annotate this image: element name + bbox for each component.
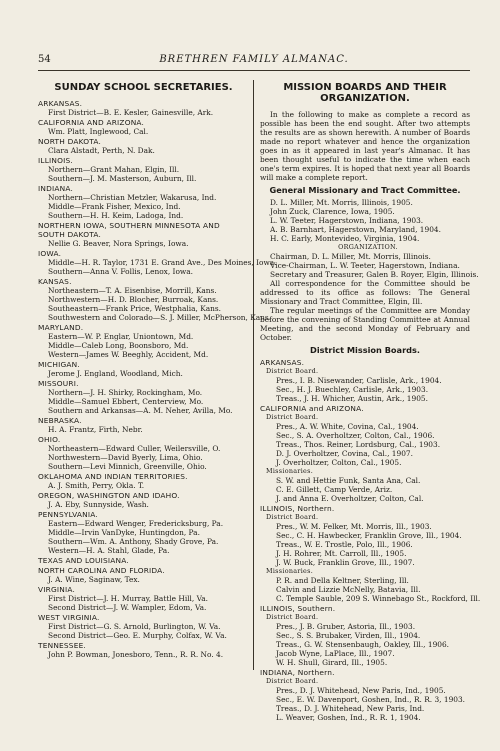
- state-heading: MICHIGAN.: [38, 360, 80, 369]
- state-heading: WEST VIRGINIA.: [38, 613, 100, 622]
- general-committee-members: [260, 198, 470, 243]
- org-paragraph-2: The regular meetings of the Committee are Monday before the convening of Standing Committee at Annual Meeting, and the second Monday of February and October.: [260, 306, 470, 342]
- board-member-line: Treas., D. J. Whitehead, New Paris, Ind.: [276, 704, 425, 713]
- secretary-line: Second District—J. W. Wampler, Edom, Va.: [48, 603, 207, 612]
- left-column: [38, 78, 277, 659]
- district-board-label: District Board.: [266, 613, 319, 621]
- state-heading: ARKANSAS.: [38, 99, 83, 108]
- state-heading: TEXAS AND LOUISIANA.: [38, 556, 129, 565]
- board-member-line: Treas., W. E. Trostle, Polo, Ill., 1906.: [276, 540, 413, 549]
- board-member-line: Sec., S. A. Overholtzer, Colton, Cal., 1906.: [276, 431, 435, 440]
- board-member-line: Treas., Thos. Reiner, Lordsburg, Cal., 1903.: [276, 440, 441, 449]
- district-state: ILLINOIS, Southern.: [260, 604, 336, 613]
- committee-member: A. B. Barnhart, Hagerstown, Maryland, 1904.: [270, 225, 441, 234]
- board-member-line: J. H. Rohrer, Mt. Carroll, Ill., 1905.: [276, 549, 407, 558]
- district-boards-list: [260, 358, 481, 722]
- secretary-line: J. A. Eby, Sunnyside, Wash.: [48, 500, 149, 509]
- committee-member: John Zuck, Clarence, Iowa, 1905.: [270, 207, 395, 216]
- secretary-line: A. J. Smith, Perry, Okla. T.: [48, 481, 145, 490]
- column-divider: [253, 80, 254, 670]
- running-title: BRETHREN FAMILY ALMANAC.: [159, 54, 349, 65]
- committee-member: H. C. Early, Montevideo, Virginia, 1904.: [270, 234, 420, 243]
- page-header: [38, 54, 470, 71]
- secretary-line: First District—J. H. Murray, Battle Hill, Va.: [48, 594, 209, 603]
- state-heading: NORTH DAKOTA.: [38, 137, 102, 146]
- district-state: CALIFORNIA and ARIZONA.: [260, 404, 364, 413]
- state-heading: NORTHERN IOWA, SOUTHERN MINNESOTA AND SOUTH DAKOTA.: [38, 221, 220, 239]
- secretaries-list: [38, 99, 277, 659]
- secretary-line: Northern—Christian Metzler, Wakarusa, Ind.: [48, 193, 217, 202]
- missionaries-label: Missionaries.: [266, 467, 314, 475]
- organization-line: Vice-Chairman, L. W. Teeter, Hagerstown, Indiana.: [270, 261, 460, 270]
- secretary-line: Northwestern—David Byerly, Lima, Ohio.: [48, 453, 203, 462]
- org-paragraph-1: All correspondence for the Committee should be addressed to its office as follows: The General Missionary and Tract Committee, Elgin, Ill.: [260, 279, 470, 306]
- board-member-line: Sec., H. J. Buechley, Carlisle, Ark., 1903.: [276, 385, 429, 394]
- secretary-line: Middle—Irvin VanDyke, Huntingdon, Pa.: [48, 528, 200, 537]
- board-member-line: Pres., I. B. Nisewander, Carlisle, Ark., 1904.: [276, 376, 442, 385]
- mission-boards-title: MISSION BOARDS AND THEIR ORGANIZATION.: [283, 82, 447, 104]
- secretary-line: First District—G. S. Arnold, Burlington, W. Va.: [48, 622, 221, 631]
- secretary-line: John P. Bowman, Jonesboro, Tenn., R. R. No. 4.: [48, 650, 224, 659]
- board-member-line: Pres., A. W. White, Covina, Cal., 1904.: [276, 422, 419, 431]
- state-heading: ILLINOIS.: [38, 156, 73, 165]
- district-board-label: District Board.: [266, 367, 319, 375]
- secretary-line: Eastern—Edward Wenger, Fredericksburg, Pa.: [48, 519, 224, 528]
- secretary-line: J. A. Wine, Saginaw, Tex.: [48, 575, 140, 584]
- missionary-line: C. Temple Sauble, 209 S. Winnebago St., Rockford, Ill.: [276, 594, 481, 603]
- secretary-line: Southern—Anna V. Follis, Lenox, Iowa.: [48, 267, 193, 276]
- state-heading: CALIFORNIA AND ARIZONA.: [38, 118, 145, 127]
- missionary-line: P. R. and Della Keltner, Sterling, Ill.: [276, 576, 409, 585]
- missionary-line: C. E. Gillett, Camp Verde, Ariz.: [276, 485, 393, 494]
- district-board-label: District Board.: [266, 513, 319, 521]
- district-board-label: District Board.: [266, 413, 319, 421]
- state-heading: OREGON, WASHINGTON AND IDAHO.: [38, 491, 180, 500]
- state-heading: KANSAS.: [38, 277, 72, 286]
- board-member-line: Pres., D. J. Whitehead, New Paris, Ind., 1905.: [276, 686, 446, 695]
- state-heading: MARYLAND.: [38, 323, 84, 332]
- secretary-line: Northwestern—H. D. Blocher, Burroak, Kans.: [48, 295, 219, 304]
- board-member-line: J. Overholtzer, Colton, Cal., 1905.: [276, 458, 402, 467]
- secretary-line: Second District—Geo. E. Murphy, Colfax, W. Va.: [48, 631, 227, 640]
- secretary-line: Southern—J. M. Masterson, Auburn, Ill.: [48, 174, 197, 183]
- secretary-line: Wm. Platt, Inglewood, Cal.: [48, 127, 149, 136]
- secretary-line: First District—B. E. Kesler, Gainesville, Ark.: [48, 108, 214, 117]
- district-state: ILLINOIS, Northern.: [260, 504, 335, 513]
- state-heading: NEBRASKA.: [38, 416, 82, 425]
- general-missionary-title: General Missionary and Tract Committee.: [269, 185, 461, 195]
- state-heading: VIRGINIA.: [38, 585, 76, 594]
- state-heading: OKLAHOMA AND INDIAN TERRITORIES.: [38, 472, 188, 481]
- secretary-line: Middle—Samuel Ebbert, Centerview, Mo.: [48, 397, 204, 406]
- secretary-line: Northeastern—Edward Culler, Weilersville, O.: [48, 444, 221, 453]
- secretary-line: H. A. Frantz, Firth, Nebr.: [48, 425, 143, 434]
- state-heading: INDIANA.: [38, 184, 74, 193]
- secretary-line: Southern and Arkansas—A. M. Neher, Avilla, Mo.: [48, 406, 233, 415]
- state-heading: OHIO.: [38, 435, 61, 444]
- board-member-line: J. W. Buck, Franklin Grove, Ill., 1907.: [276, 558, 415, 567]
- secretary-line: Northeastern—T. A. Eisenbise, Morrill, Kans.: [48, 286, 217, 295]
- board-member-line: W. H. Shull, Girard, Ill., 1905.: [276, 658, 388, 667]
- board-member-line: L. Weaver, Goshen, Ind., R. R. 1, 1904.: [276, 713, 421, 722]
- secretary-line: Western—James W. Beeghly, Accident, Md.: [48, 350, 209, 359]
- board-member-line: Sec., C. H. Hawbecker, Franklin Grove, Ill., 1904.: [276, 531, 462, 540]
- state-heading: TENNESSEE.: [38, 641, 86, 650]
- committee-member: L. W. Teeter, Hagerstown, Indiana, 1903.: [270, 216, 424, 225]
- district-board-label: District Board.: [266, 677, 319, 685]
- organization-line: Chairman, D. L. Miller, Mt. Morris, Illinois.: [270, 252, 431, 261]
- secretary-line: Middle—H. R. Taylor, 1731 E. Grand Ave., Des Moines, Iowa.: [48, 258, 277, 267]
- secretary-line: Northern—J. H. Shirky, Rockingham, Mo.: [48, 388, 203, 397]
- mission-intro: In the following to make as complete a record as possible has been the end sought. After two attempts the results are as shown herewith. A number of Boards made no report whatever and hence the organization goes in as it appeared in last year's Almanac. It has been thought useful to indicate the time when each one's term expires. It is hoped that next year all Boards will make a complete report.: [260, 110, 470, 182]
- right-column: [260, 78, 481, 722]
- committee-member: D. L. Miller, Mt. Morris, Illinois, 1905.: [270, 198, 413, 207]
- board-member-line: Pres., J. B. Gruber, Astoria, Ill., 1903.: [276, 622, 416, 631]
- board-member-line: D. J. Overholtzer, Covina, Cal., 1907.: [276, 449, 413, 458]
- missionary-line: S. W. and Hettie Funk, Santa Ana, Cal.: [276, 476, 421, 485]
- district-boards-title: District Mission Boards.: [310, 345, 420, 355]
- missionaries-label: Missionaries.: [266, 567, 314, 575]
- secretary-line: Middle—Caleb Long, Boonsboro, Md.: [48, 341, 189, 350]
- secretary-line: Southern—Wm. A. Anthony, Shady Grove, Pa.: [48, 537, 219, 546]
- secretary-line: Western—H. A. Stahl, Glade, Pa.: [48, 546, 170, 555]
- board-member-line: Treas., J. H. Whicher, Austin, Ark., 1905.: [276, 394, 428, 403]
- organization-lines: [260, 252, 479, 279]
- secretary-line: Northern—Grant Mahan, Elgin, Ill.: [48, 165, 180, 174]
- secretary-line: Southern—Levi Minnich, Greenville, Ohio.: [48, 462, 207, 471]
- board-member-line: Jacob Wyne, LaPlace, Ill., 1907.: [276, 649, 395, 658]
- board-member-line: Sec., S. S. Brubaker, Virden, Ill., 1904.: [276, 631, 421, 640]
- secretary-line: Eastern—W. P. Englar, Uniontown, Md.: [48, 332, 194, 341]
- sunday-school-secretaries-title: SUNDAY SCHOOL SECRETARIES.: [54, 82, 233, 93]
- district-state: ARKANSAS.: [260, 358, 305, 367]
- state-heading: NORTH CAROLINA AND FLORIDA.: [38, 566, 165, 575]
- secretary-line: Nellie G. Beaver, Nora Springs, Iowa.: [48, 239, 189, 248]
- organization-line: Secretary and Treasurer, Galen B. Royer, Elgin, Illinois.: [270, 270, 479, 279]
- secretary-line: Southeastern—Frank Price, Westphalia, Kans.: [48, 304, 222, 313]
- secretary-line: Southwestern and Colorado—S. J. Miller, McPherson, Kans.: [48, 313, 272, 322]
- secretary-line: Middle—Frank Fisher, Mexico, Ind.: [48, 202, 181, 211]
- state-heading: IOWA.: [38, 249, 62, 258]
- missionary-line: Calvin and Lizzie McNelly, Batavia, Ill.: [276, 585, 421, 594]
- district-state: INDIANA, Northern.: [260, 668, 335, 677]
- board-member-line: Pres., W. M. Felker, Mt. Morris, Ill., 1903.: [276, 522, 432, 531]
- state-heading: PENNSYLVANIA.: [38, 510, 98, 519]
- missionary-line: J. and Anna E. Overholtzer, Colton, Cal.: [276, 494, 424, 503]
- secretary-line: Clara Alstadt, Perth, N. Dak.: [48, 146, 155, 155]
- secretary-line: Southern—H. H. Keim, Ladoga, Ind.: [48, 211, 184, 220]
- organization-label: ORGANIZATION.: [338, 243, 398, 251]
- secretary-line: Jerome J. England, Woodland, Mich.: [48, 369, 183, 378]
- state-heading: MISSOURI.: [38, 379, 79, 388]
- board-member-line: Sec., E. W. Davenport, Goshen, Ind., R. R. 3, 1903.: [276, 695, 466, 704]
- board-member-line: Treas., G. W. Stensenbaugh, Oakley, Ill., 1906.: [276, 640, 450, 649]
- page-number: 54: [38, 54, 51, 65]
